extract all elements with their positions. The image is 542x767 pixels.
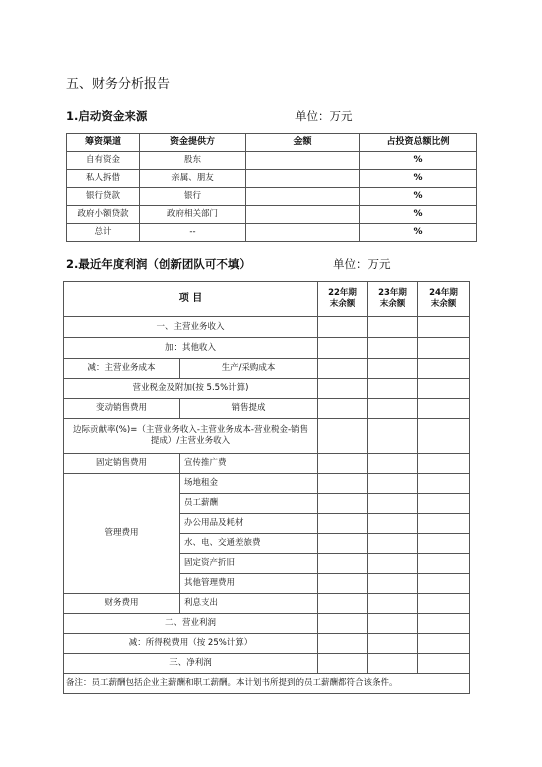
row-sublabel: 办公用品及耗材 [180,514,318,534]
profit-header-row [64,282,470,317]
row-sublabel: 场地租金 [180,474,318,494]
funding-channel: 政府小额贷款 [67,206,140,224]
section2-title: 2.最近年度利润（创新团队可不填） [66,257,251,271]
profit-table [63,281,470,694]
header-line: 末余额 [329,299,356,309]
table-row [64,614,470,634]
value-cell [368,379,418,399]
value-cell [368,654,418,674]
value-cell [318,379,368,399]
value-cell [418,514,470,534]
funding-provider: 亲属、朋友 [140,170,246,188]
value-cell [418,379,470,399]
row-sublabel: 其他管理费用 [180,574,318,594]
row-sublabel: 宣传推广费 [180,454,318,474]
value-cell [318,514,368,534]
value-cell [418,574,470,594]
section1-title: 1.启动资金来源 [66,109,148,123]
row-sublabel: 员工薪酬 [180,494,318,514]
funding-ratio: % [360,152,477,170]
table-row [64,474,470,494]
row-label: 减：所得税费用（按 25%计算） [64,634,318,654]
value-cell [418,419,470,454]
value-cell [368,359,418,379]
header-line: 末余额 [379,299,406,309]
funding-provider: 政府相关部门 [140,206,246,224]
value-cell [318,317,368,338]
funding-header: 占投资总额比例 [360,134,477,152]
value-cell [418,338,470,359]
row-sublabel: 生产/采购成本 [180,359,318,379]
table-row [67,224,477,242]
row-label: 三、净利润 [64,654,318,674]
table-row [67,152,477,170]
value-cell [418,317,470,338]
table-row [64,338,470,359]
profit-header-23 [368,282,418,317]
header-line: 24年期 [429,288,458,299]
funding-channel: 自有资金 [67,152,140,170]
profit-header-22 [318,282,368,317]
row-label: 管理费用 [64,474,180,594]
table-row [64,379,470,399]
row-sublabel: 销售提成 [180,399,318,419]
value-cell [318,594,368,614]
table-row [64,634,470,654]
value-cell [368,494,418,514]
row-label: 加：其他收入 [64,338,318,359]
funding-amount [246,188,360,206]
table-row [64,359,470,379]
value-cell [318,494,368,514]
funding-amount [246,152,360,170]
funding-ratio: % [360,206,477,224]
value-cell [418,454,470,474]
page-heading: 五、财务分析报告 [66,77,171,92]
row-label: 变动销售费用 [64,399,180,419]
value-cell [318,359,368,379]
table-row [64,399,470,419]
funding-ratio: % [360,224,477,242]
funding-table [66,133,477,242]
table-row [64,654,470,674]
header-line: 末余额 [430,299,457,309]
section1-unit: 单位：万元 [295,109,353,123]
value-cell [418,634,470,654]
funding-amount [246,206,360,224]
table-row [67,188,477,206]
note-row [64,674,470,694]
header-line: 22年期 [328,288,357,299]
value-cell [418,614,470,634]
funding-header: 资金提供方 [140,134,246,152]
value-cell [368,419,418,454]
row-label: 一、主营业务收入 [64,317,318,338]
funding-ratio: % [360,188,477,206]
value-cell [318,454,368,474]
funding-provider: 银行 [140,188,246,206]
value-cell [368,614,418,634]
value-cell [318,399,368,419]
table-row [67,206,477,224]
value-cell [318,654,368,674]
row-sublabel: 固定资产折旧 [180,554,318,574]
row-label: 二、营业利润 [64,614,318,634]
table-row [64,317,470,338]
value-cell [418,594,470,614]
value-cell [368,534,418,554]
value-cell [318,574,368,594]
funding-provider: -- [140,224,246,242]
funding-amount [246,170,360,188]
value-cell [318,338,368,359]
value-cell [318,419,368,454]
row-sublabel: 利息支出 [180,594,318,614]
header-line: 23年期 [378,288,407,299]
table-row [64,594,470,614]
value-cell [418,494,470,514]
value-cell [418,399,470,419]
row-label: 财务费用 [64,594,180,614]
value-cell [368,399,418,419]
value-cell [368,317,418,338]
row-label: 减：主营业务成本 [64,359,180,379]
value-cell [368,594,418,614]
profit-header-item: 项 目 [64,282,318,317]
funding-header-row [67,134,477,152]
value-cell [368,454,418,474]
funding-amount [246,224,360,242]
value-cell [318,634,368,654]
value-cell [318,614,368,634]
value-cell [368,338,418,359]
funding-ratio: % [360,170,477,188]
row-label: 营业税金及附加(按 5.5%计算) [64,379,318,399]
table-row [64,454,470,474]
value-cell [368,574,418,594]
funding-header: 筹资渠道 [67,134,140,152]
funding-channel: 银行贷款 [67,188,140,206]
table-row [67,170,477,188]
funding-header: 金额 [246,134,360,152]
value-cell [418,654,470,674]
funding-channel: 私人拆借 [67,170,140,188]
value-cell [318,534,368,554]
funding-channel: 总计 [67,224,140,242]
value-cell [418,474,470,494]
row-label: 固定销售费用 [64,454,180,474]
row-label: 边际贡献率(%)=（主营业务收入-主营业务成本-营业税金-销售提成）/主营业务收入 [64,419,318,454]
value-cell [318,554,368,574]
value-cell [418,554,470,574]
value-cell [418,359,470,379]
value-cell [368,474,418,494]
row-sublabel: 水、电、交通差旅费 [180,534,318,554]
section2-unit: 单位：万元 [333,257,391,271]
value-cell [368,514,418,534]
table-row [64,419,470,454]
funding-provider: 股东 [140,152,246,170]
profit-header-24 [418,282,470,317]
value-cell [418,534,470,554]
value-cell [368,634,418,654]
table-note: 备注：员工薪酬包括企业主薪酬和职工薪酬。本计划书所提到的员工薪酬都符合该条件。 [64,674,470,694]
value-cell [368,554,418,574]
value-cell [318,474,368,494]
